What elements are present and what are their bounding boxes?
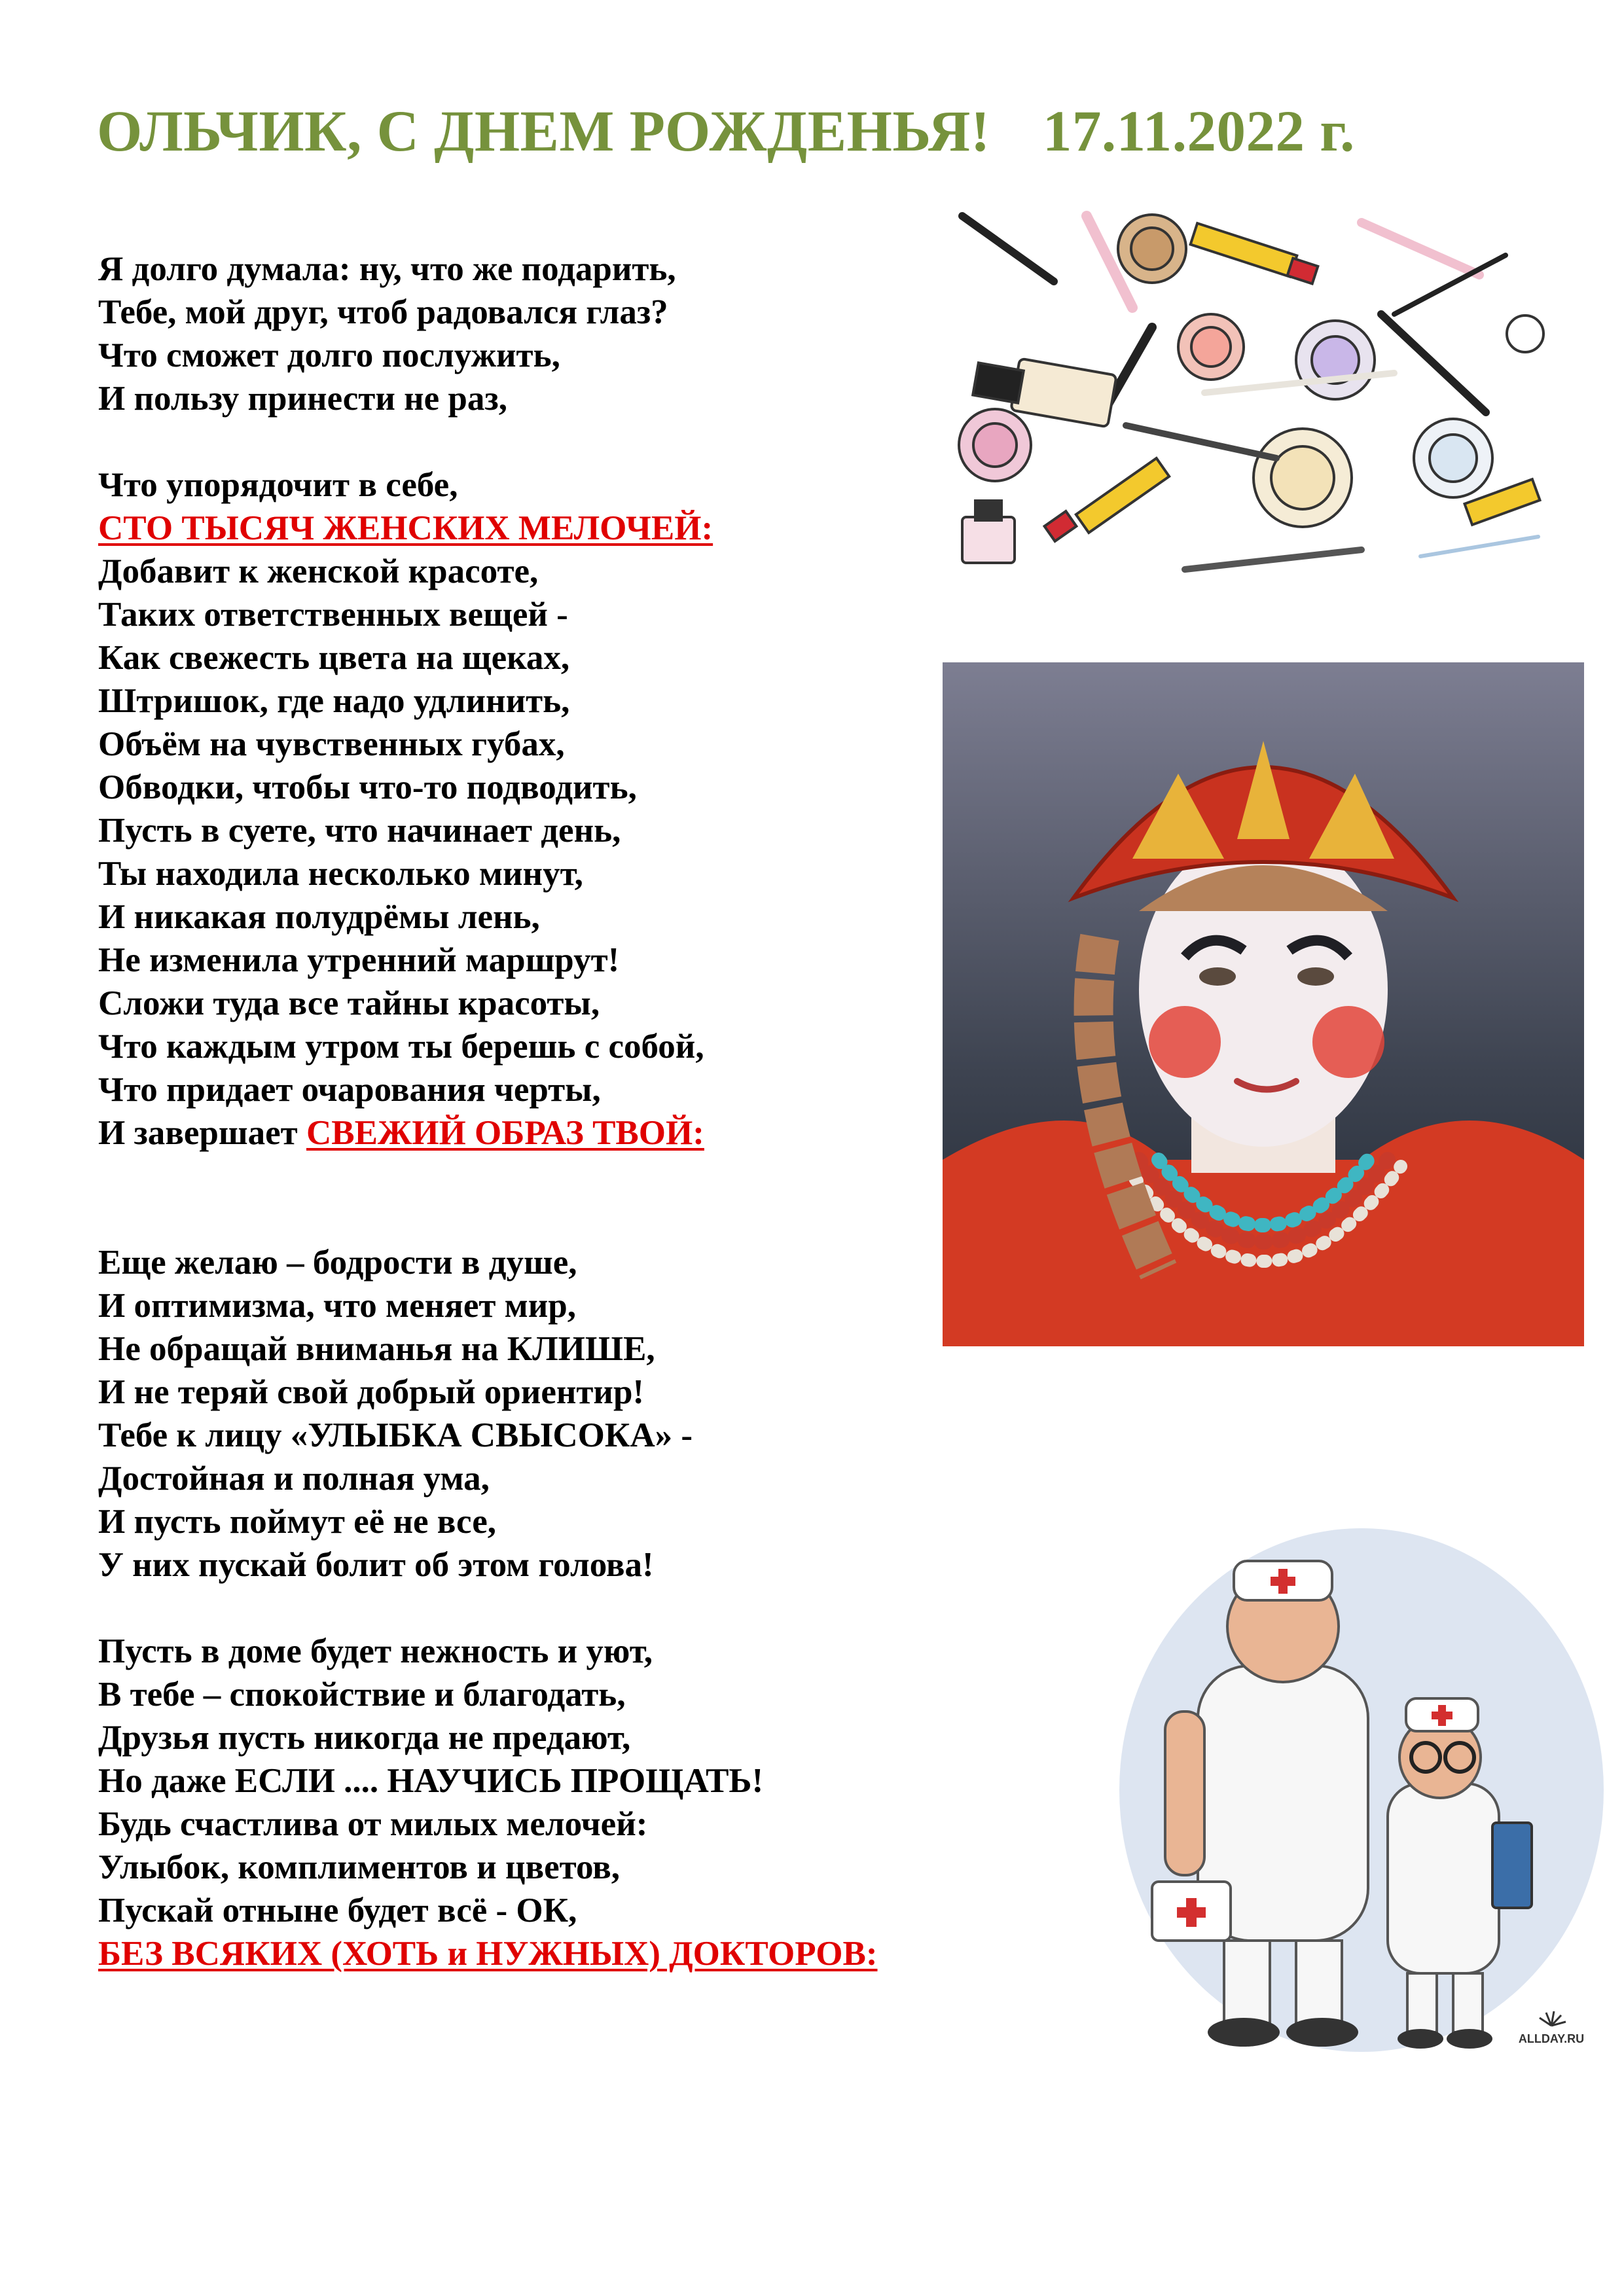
poem-line: И пусть поймут её не все, [98,1503,496,1541]
poem-line: Еще желаю – бодрости в душе, [98,1244,577,1282]
poem-line: Тебе к лицу «УЛЫБКА СВЫСОКА» - [98,1416,693,1454]
poem-line: Улыбок, комплиментов и цветов, [98,1848,621,1886]
stanza-4 [98,1630,877,1975]
poem-line: Как свежесть цвета на щеках, [98,639,570,677]
poem-line-start: И завершает [98,1114,306,1152]
portrait-photo [943,662,1584,1346]
poem-line: В тебе – спокойствие и благодать, [98,1676,626,1713]
poem-line: Добавит к женской красоте, [98,552,539,590]
portrait-svg [943,662,1584,1346]
cosmetics-svg [936,203,1564,602]
poem-line: Объём на чувственных губах, [98,725,565,763]
highlight-line: БЕЗ ВСЯКИХ (ХОТЬ и НУЖНЫХ) ДОКТОРОВ: [98,1935,878,1973]
page-title [97,98,1355,165]
poem-line: Что придает очарования черты, [98,1071,601,1109]
poem-line: Что сможет долго послужить, [98,336,560,374]
poem-line: Штришок, где надо удлинить, [98,682,570,720]
poem-line [98,1111,877,1155]
poem-line: Будь счастлива от милых мелочей: [98,1805,648,1843]
poem-line: Но даже ЕСЛИ .... НАУЧИСЬ ПРОЩАТЬ! [98,1762,764,1800]
stanza-3 [98,1241,877,1587]
poem [98,247,877,2018]
poem-line: Ты находила несколько минут, [98,855,583,893]
highlight-line: СТО ТЫСЯЧ ЖЕНСКИХ МЕЛОЧЕЙ: [98,509,713,547]
poem-line: И никакая полудрёмы лень, [98,898,540,936]
poem-line: У них пускай болит об этом голова! [98,1546,654,1584]
poem-line: Что каждым утром ты берешь с собой, [98,1028,704,1066]
poem-line: Пусть в доме будет нежность и уют, [98,1632,653,1670]
stanza-1 [98,247,877,420]
poem-line: Таких ответственных вещей - [98,596,568,634]
doctors-svg [1113,1515,1610,2091]
date-label: 17.11.2022 г. [1042,99,1355,164]
poem-line: Достойная и полная ума, [98,1460,490,1498]
highlight-phrase: СВЕЖИЙ ОБРАЗ ТВОЙ: [306,1114,704,1152]
poem-line: И оптимизма, что меняет мир, [98,1287,576,1325]
cosmetics-illustration [936,203,1564,602]
poem-line: Обводки, чтобы что-то подводить, [98,768,637,806]
poem-line: Пусть в суете, что начинает день, [98,812,621,850]
poem-line: Тебе, мой друг, чтоб радовался глаз? [98,293,668,331]
poem-line: И пользу принести не раз, [98,380,507,418]
doctors-caricature [1113,1515,1610,2091]
poem-line: Сложи туда все тайны красоты, [98,984,600,1022]
greeting-title: ОЛЬЧИК, С ДНЕМ РОЖДЕНЬЯ! [97,99,990,164]
poem-line: Друзья пусть никогда не предают, [98,1719,631,1757]
poem-line: Что упорядочит в себе, [98,466,458,504]
watermark-text: ALLDAY.RU [1518,2032,1585,2045]
poem-line: Я долго думала: ну, что же подарить, [98,250,676,288]
poem-line: Не изменила утренний маршрут! [98,941,620,979]
stanza-2 [98,463,877,1155]
poem-line: Не обращай вниманья на КЛИШЕ, [98,1330,655,1368]
poem-line: Пускай отныне будет всё - ОК, [98,1892,577,1929]
poem-line: И не теряй свой добрый ориентир! [98,1373,645,1411]
